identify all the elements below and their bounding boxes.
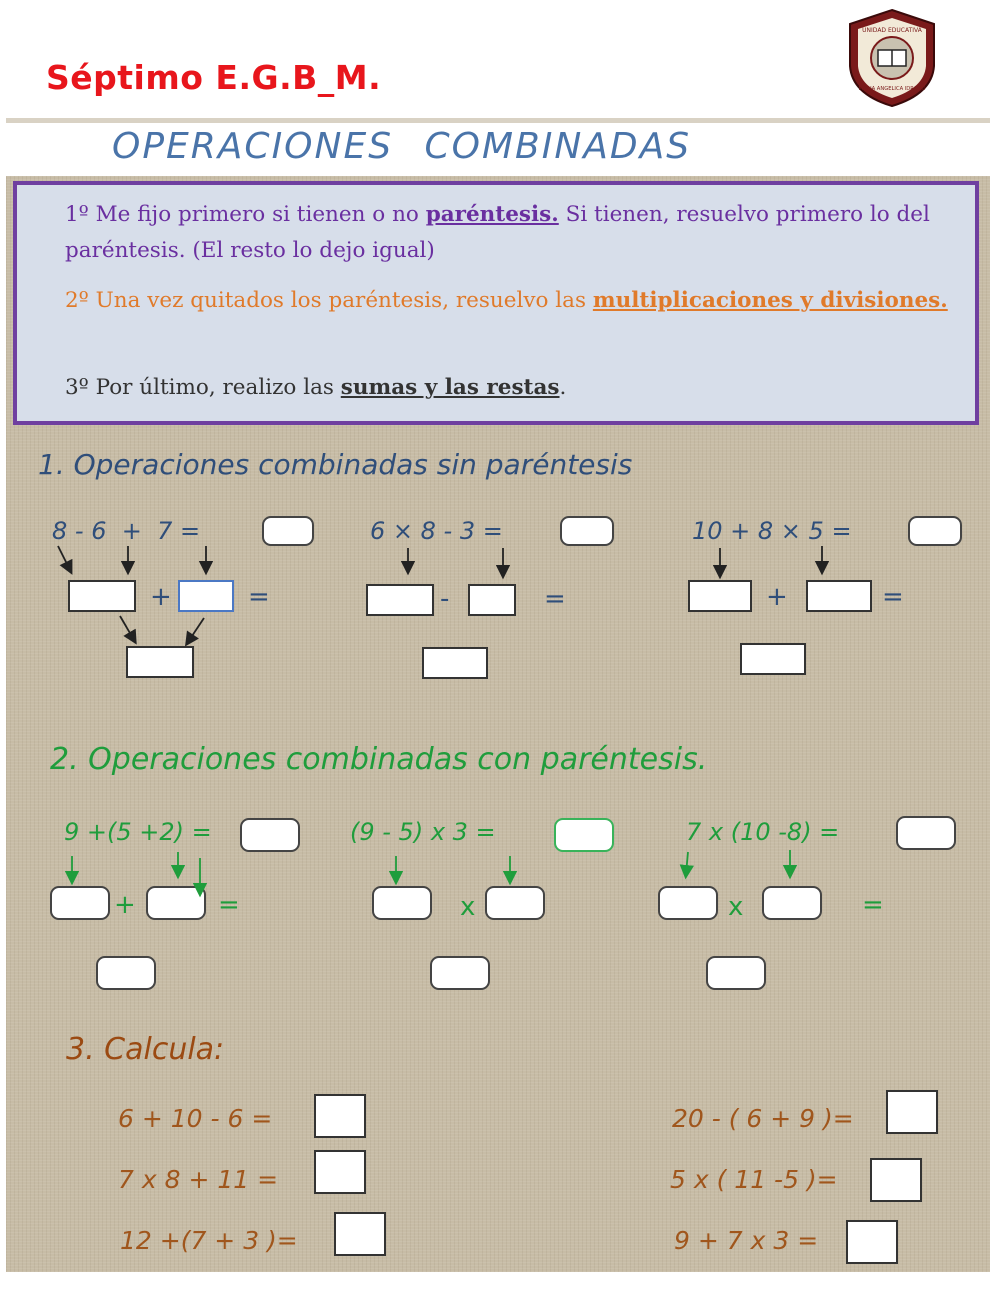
rule-3-highlight: sumas y las restas <box>340 375 560 400</box>
calc-right-1-expression: 20 - ( 6 + 9 )= <box>672 1104 854 1133</box>
calc-left-1-expression: 6 + 10 - 6 = <box>118 1104 273 1133</box>
exercise-2-2-expression: (9 - 5) x 3 = <box>350 818 496 846</box>
exercise-1-1-op: + <box>150 582 172 612</box>
calc-left-3-expression: 12 +(7 + 3 )= <box>120 1226 298 1255</box>
rule-1: 1º Me fijo primero si tienen o no paréntesis. Si tienen, resuelvo primero lo del paréntesis. (El resto lo dejo igual) <box>65 202 930 263</box>
exercise-1-3-op: + <box>766 582 788 612</box>
exercise-1-2-equals: = <box>544 584 566 614</box>
exercise-1-2-expression: 6 × 8 - 3 = <box>370 517 503 545</box>
exercise-1-1-equals: = <box>248 582 270 612</box>
exercise-1-3-equals: = <box>882 582 904 612</box>
rule-1-highlight: paréntesis. <box>425 202 559 227</box>
calc-right-3-expression: 9 + 7 x 3 = <box>674 1226 819 1255</box>
exercise-2-3-op: x <box>728 892 744 922</box>
logo-text-bottom: MARIA ANGELICA IDROBO <box>858 86 926 92</box>
calc-left-2-expression: 7 x 8 + 11 = <box>118 1165 279 1194</box>
section-1-title: 1. Operaciones combinadas sin paréntesis <box>38 448 633 481</box>
exercise-2-3-equals: = <box>862 890 884 920</box>
section-2-title: 2. Operaciones combinadas con paréntesis. <box>50 742 708 777</box>
exercise-2-2-op: x <box>460 892 476 922</box>
exercise-1-2-op: - <box>440 584 450 614</box>
rule-2: 2º Una vez quitados los paréntesis, resuelvo las multiplicaciones y divisiones. <box>65 288 948 313</box>
section-1-arrows <box>58 546 822 642</box>
section-2-arrows <box>72 850 790 892</box>
main-title: OPERACIONES COMBINADAS <box>112 126 692 167</box>
rule-3: 3º Por último, realizo las sumas y las restas. <box>65 375 567 400</box>
exercise-2-1-expression: 9 +(5 +2) = <box>64 818 212 846</box>
rule-2-highlight: multiplicaciones y divisiones. <box>592 288 948 313</box>
page-header-title: Séptimo E.G.B_M. <box>46 58 382 97</box>
exercise-2-3-expression: 7 x (10 -8) = <box>686 818 840 846</box>
calc-right-2-expression: 5 x ( 11 -5 )= <box>670 1165 838 1194</box>
exercise-1-3-expression: 10 + 8 × 5 = <box>692 517 852 545</box>
section-3-title: 3. Calcula: <box>66 1032 225 1067</box>
exercise-2-1-equals: = <box>218 890 240 920</box>
exercise-2-1-op: + <box>114 890 136 920</box>
exercise-1-1-expression: 8 - 6 + 7 = <box>52 517 201 545</box>
logo-text-top: UNIDAD EDUCATIVA <box>862 27 922 34</box>
